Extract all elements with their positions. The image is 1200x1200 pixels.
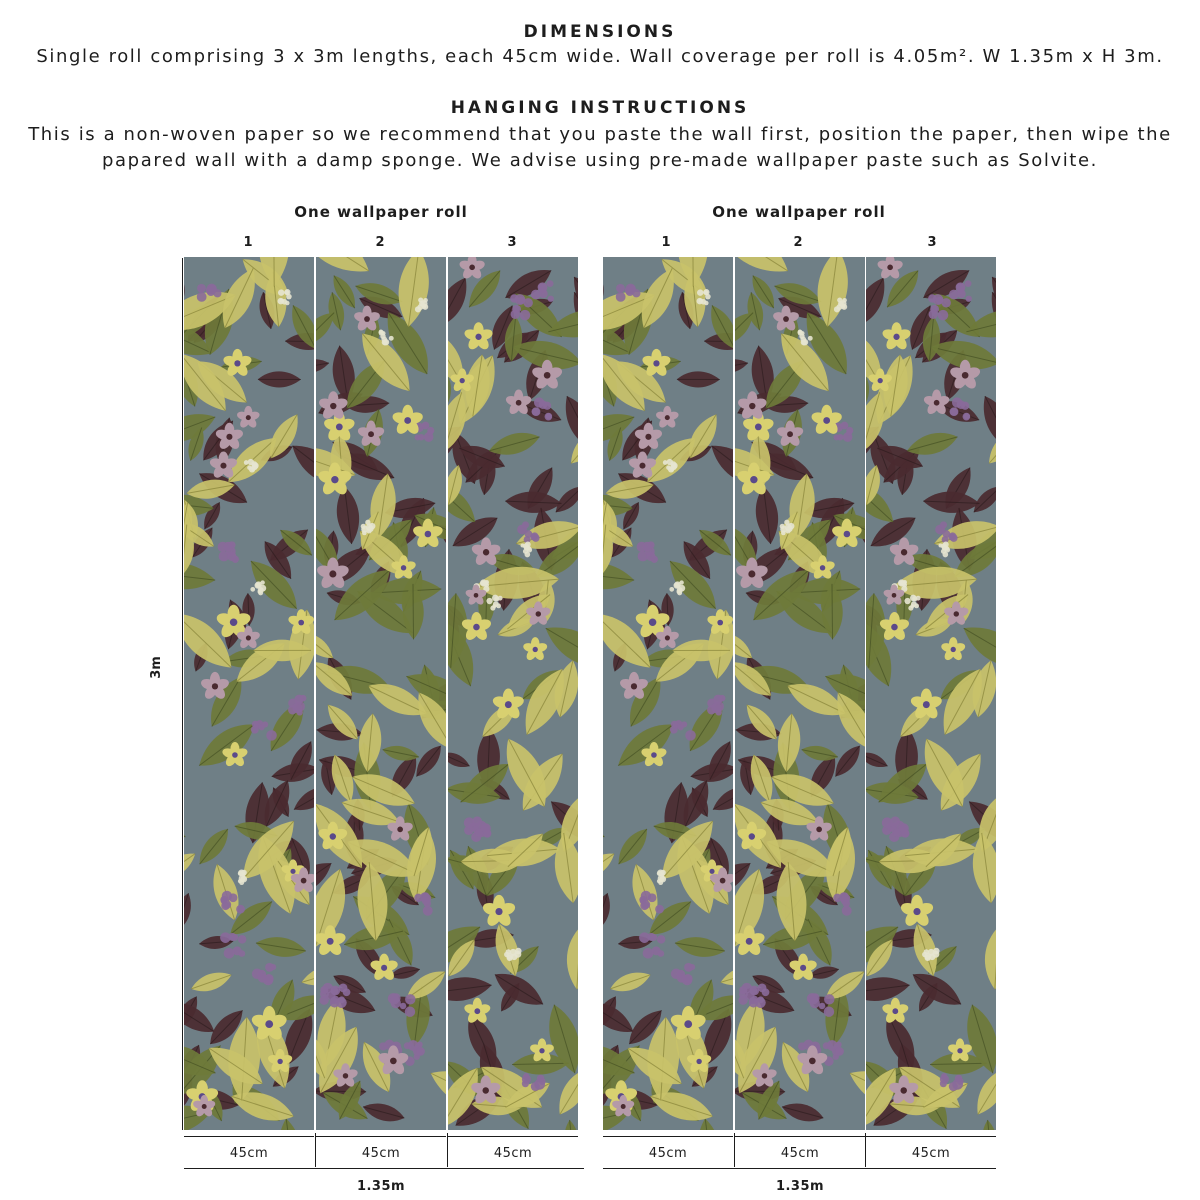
- height-guide-line: [182, 258, 183, 1130]
- roll-2-strip-3: [866, 257, 996, 1130]
- roll-1-width-3: 45cm: [493, 1146, 533, 1161]
- roll-2-width-line-3: [866, 1136, 996, 1137]
- roll-2-width-1: 45cm: [648, 1146, 688, 1161]
- roll-1-column-3-number: 3: [507, 235, 517, 250]
- hanging-instructions-line-1: This is a non-woven paper so we recommend that you paste the wall first, position the paper, then wipe the: [28, 124, 1172, 145]
- roll-1-strip-2: [316, 257, 446, 1130]
- roll-2-strip-2: [735, 257, 865, 1130]
- roll-2-column-2-number: 2: [793, 235, 803, 250]
- roll-2-width-3: 45cm: [911, 1146, 951, 1161]
- botanical-pattern: [866, 257, 996, 1130]
- botanical-pattern: [316, 257, 446, 1130]
- botanical-pattern: [735, 257, 865, 1130]
- roll-2-width-line-2: [735, 1136, 865, 1137]
- roll-1-strip-3: [448, 257, 578, 1130]
- roll-1-title: One wallpaper roll: [294, 203, 468, 221]
- roll-2-width-2: 45cm: [780, 1146, 820, 1161]
- hanging-instructions-line-2: papared wall with a damp sponge. We advise using pre-made wallpaper paste such as Solvite.: [102, 150, 1098, 171]
- roll-2-column-1-number: 1: [661, 235, 671, 250]
- height-label: 3m: [148, 656, 164, 679]
- roll-2-total-line: [603, 1168, 996, 1169]
- roll-1-total-width: 1.35m: [356, 1179, 406, 1194]
- dimensions-heading: DIMENSIONS: [523, 22, 677, 42]
- hanging-instructions-heading: HANGING INSTRUCTIONS: [450, 98, 750, 118]
- roll-2-total-width: 1.35m: [775, 1179, 825, 1194]
- roll-2-strip-1: [603, 257, 733, 1130]
- roll-1-width-line-2: [316, 1136, 446, 1137]
- roll-1-width-2: 45cm: [361, 1146, 401, 1161]
- roll-1-width-line-3: [448, 1136, 578, 1137]
- botanical-pattern: [603, 257, 733, 1130]
- botanical-pattern: [184, 257, 314, 1130]
- roll-1-strip-1: [184, 257, 314, 1130]
- roll-1-width-1: 45cm: [229, 1146, 269, 1161]
- dimensions-text: Single roll comprising 3 x 3m lengths, each 45cm wide. Wall coverage per roll is 4.05m². W 1.35m x H 3m.: [36, 46, 1164, 67]
- roll-1-total-line: [184, 1168, 584, 1169]
- roll-1-width-line-1: [184, 1136, 314, 1137]
- roll-2-width-line-1: [603, 1136, 733, 1137]
- roll-1-column-1-number: 1: [243, 235, 253, 250]
- roll-1-column-2-number: 2: [375, 235, 385, 250]
- roll-2-title: One wallpaper roll: [712, 203, 886, 221]
- roll-2-column-3-number: 3: [927, 235, 937, 250]
- botanical-pattern: [448, 257, 578, 1130]
